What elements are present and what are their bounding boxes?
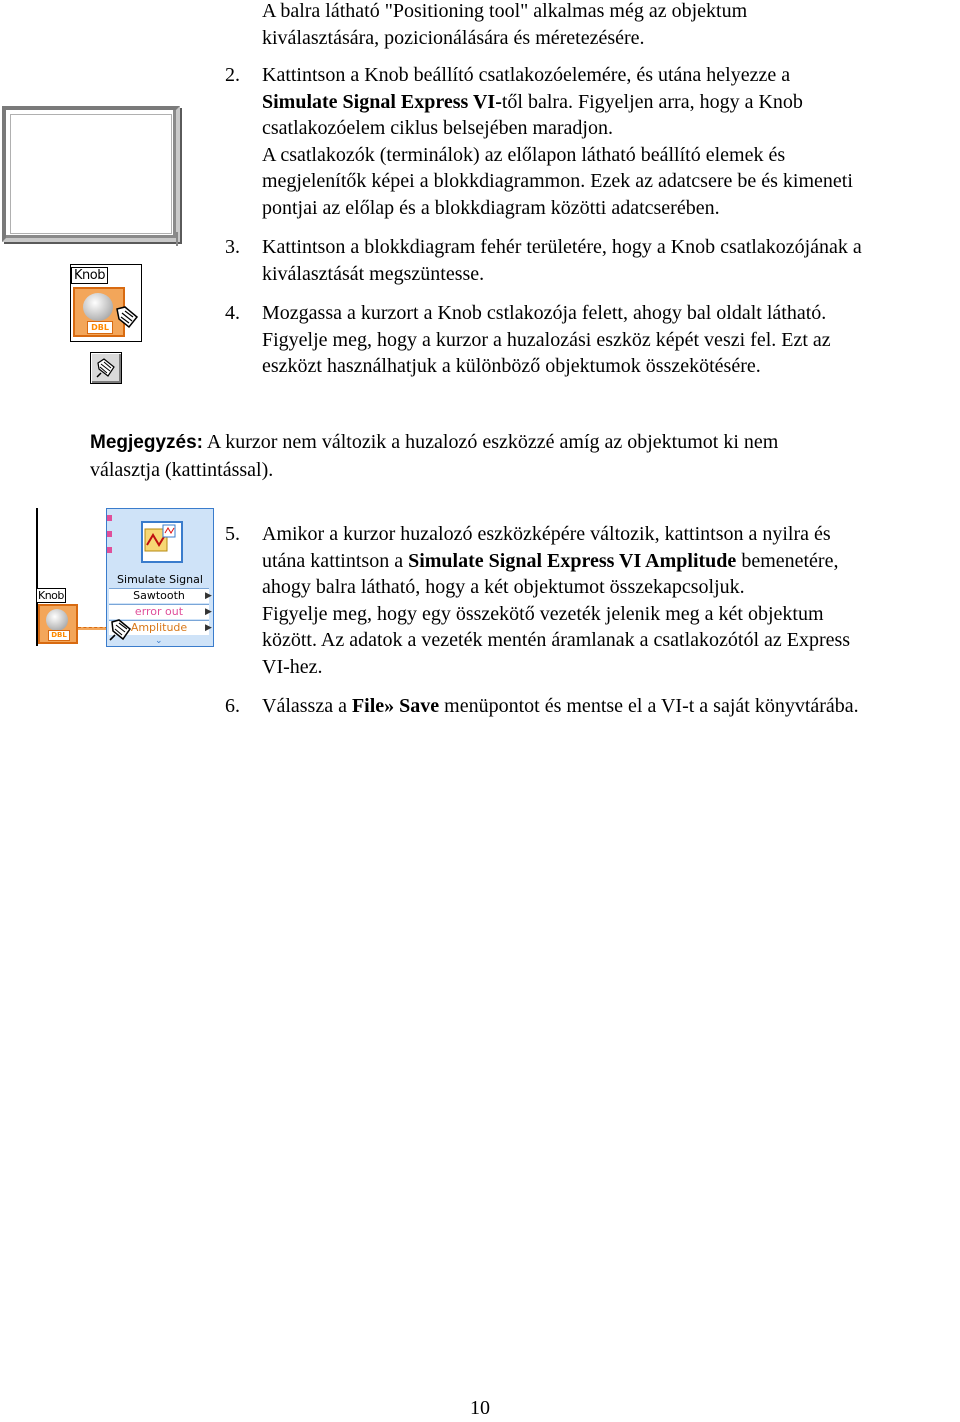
page-number: 10 [470, 1397, 490, 1419]
loop-frame-tail [176, 232, 186, 246]
step-2-text [262, 62, 958, 222]
knob-type-badge: DBL [87, 321, 113, 334]
text-line: Kattintson a Knob beállító csatlakozóelemére, és utána helyezze a [262, 64, 791, 86]
step-4-text [262, 300, 958, 380]
express-input-amplitude[interactable]: Amplitude [109, 620, 209, 635]
text-line: között. Az adatok a vezeték mentén áramlanak a csatlakozótól az Express [262, 629, 851, 652]
loop-inner-border [10, 114, 172, 234]
text-line: A csatlakozók (terminálok) az előlapon látható beállító elemek és [262, 143, 786, 166]
wiring-cursor-icon [115, 305, 139, 331]
intro-line: kiválasztására, pozicionálására és méretezésére. [262, 26, 645, 49]
wiring-spool-icon [95, 357, 117, 379]
knob-type-badge: DBL [48, 630, 70, 641]
bold-term: Simulate Signal Express VI Amplitude [408, 549, 737, 572]
knob-terminal[interactable] [36, 588, 80, 646]
text-line: megjelenítők képei a blokkdiagrammon. Ezek az adatcsere be és kimeneti [262, 170, 853, 193]
step-number: 5. [225, 523, 240, 545]
note-paragraph [90, 429, 950, 483]
knob-terminal-selected[interactable] [70, 264, 142, 342]
text-line: Kattintson a blokkdiagram fehér területére, hogy a Knob csatlakozójának a [262, 236, 862, 258]
text-line: utána kattintson a Simulate Signal Express VI Amplitude bemenetére, [262, 549, 839, 572]
text-line: Válassza a File» Save menüpontot és mentse el a VI-t a saját könyvtárába. [262, 695, 859, 717]
knob-dial-icon [46, 609, 68, 631]
while-loop-frame[interactable] [2, 106, 180, 242]
text-line: ahogy balra látható, hogy a két objektumot összekapcsoljuk. [262, 576, 745, 599]
text-line: választja (kattintással). [90, 458, 274, 481]
text-line: csatlakozóelem ciklus belsejében maradjon. [262, 117, 613, 140]
output-arrow-icon: ▶ [205, 590, 212, 600]
text-line: pontjai az előlap és a blokkdiagram közötti adatcserében. [262, 196, 720, 219]
text-line: VI-hez. [262, 655, 323, 678]
text-line: Simulate Signal Express VI-től balra. Figyeljen arra, hogy a Knob [262, 90, 803, 113]
input-marker [107, 547, 112, 553]
text-line: Mozgassa a kurzort a Knob cstlakozója felett, ahogy bal oldalt látható. [262, 302, 827, 324]
wiring-cursor-icon [108, 618, 134, 642]
expand-chevron-icon[interactable]: ⌄ [155, 635, 163, 645]
bold-term: File» Save [351, 695, 440, 717]
input-marker [107, 515, 112, 521]
input-marker [107, 531, 112, 537]
step-6-text [262, 693, 958, 720]
output-arrow-icon: ▶ [205, 622, 212, 632]
text-line: eszközt használhatjuk a különböző objektumok összekötésére. [262, 355, 761, 378]
step-3-text [262, 234, 958, 287]
note-label: Megjegyzés: [90, 432, 203, 453]
text-line: Figyelje meg, hogy egy összekötő vezeték jelenik meg a két objektum [262, 602, 824, 625]
express-output-error-out[interactable]: error out [109, 604, 209, 619]
step-number: 3. [225, 236, 240, 258]
step-number: 4. [225, 302, 240, 324]
wiring-tool-button[interactable] [90, 352, 122, 384]
step-number: 2. [225, 64, 240, 86]
knob-terminal-icon [38, 604, 78, 644]
intro-line: A balra látható "Positioning tool" alkalmas még az objektum [262, 0, 748, 22]
knob-terminal-label: Knob [38, 589, 64, 602]
intro-paragraph [262, 0, 958, 51]
step-number: 6. [225, 695, 240, 717]
bold-term: Simulate Signal Express VI- [262, 90, 502, 113]
express-input-sawtooth[interactable]: Sawtooth [109, 588, 209, 603]
text-line: Amikor a kurzor huzalozó eszközképére változik, kattintson a nyilra és [262, 523, 831, 545]
signal-wave-icon [143, 523, 177, 557]
knob-dial-icon [83, 293, 113, 321]
text-line: kiválasztását megszüntesse. [262, 262, 485, 285]
text-line: Megjegyzés: A kurzor nem változik a huzalozó eszközzé amíg az objektumot ki nem [90, 431, 779, 453]
output-arrow-icon: ▶ [205, 606, 212, 616]
simulate-signal-icon [141, 521, 183, 563]
knob-terminal-label: Knob [71, 267, 108, 284]
text-line: Figyelje meg, hogy a kurzor a huzalozási eszköz képét veszi fel. Ezt az [262, 328, 831, 351]
express-vi-title: Simulate Signal [117, 573, 203, 586]
wire-segment [78, 627, 108, 630]
step-5-text [262, 521, 958, 681]
